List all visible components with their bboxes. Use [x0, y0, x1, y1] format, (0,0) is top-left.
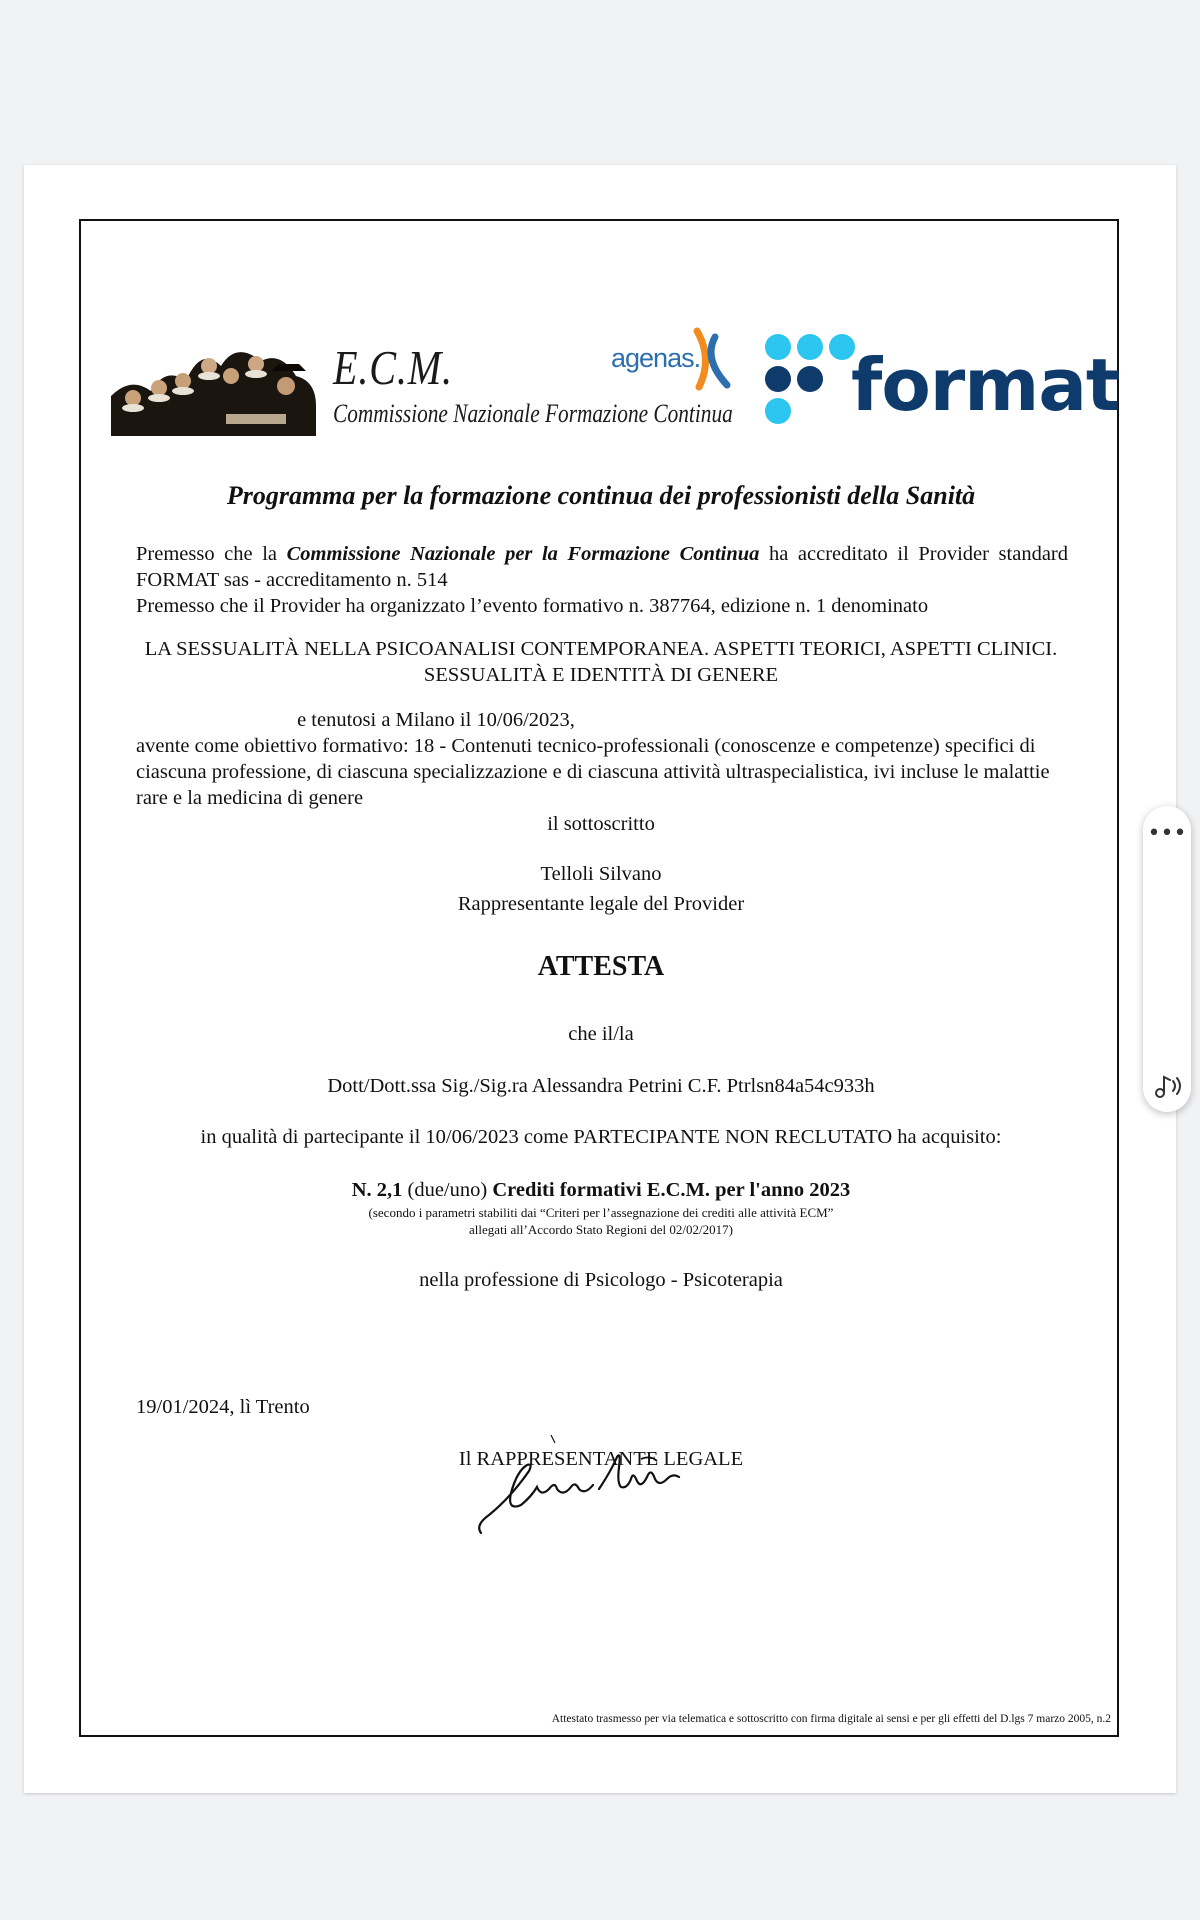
- attesta-heading: ATTESTA: [537, 951, 665, 982]
- read-aloud-icon[interactable]: [1152, 1072, 1184, 1100]
- signatory-name: Telloli Silvano: [540, 863, 662, 885]
- handwritten-signature: [471, 1431, 711, 1541]
- date-place: 19/01/2024, lì Trento: [136, 1396, 310, 1418]
- credits-note-1: (secondo i parametri stabiliti dai “Criteri per l’assegnazione dei crediti alle attività ECM”: [368, 1205, 834, 1220]
- signatory-role: Rappresentante legale del Provider: [457, 893, 745, 915]
- program-title: Programma per la formazione continua dei professionisti della Sanità: [226, 481, 976, 510]
- event-held: e tenutosi a Milano il 10/06/2023,: [297, 709, 575, 731]
- commission-name: Commissione Nazionale per la Formazione Continua: [286, 543, 760, 565]
- ecm-subtitle: Commissione Nazionale Formazione Continua: [333, 399, 733, 428]
- undersigned-label: il sottoscritto: [547, 813, 655, 835]
- credits-line: [81, 1177, 1121, 1203]
- credits-label: Crediti formativi E.C.M. per l'anno 2023: [492, 1179, 851, 1201]
- format-logo-text: format: [851, 343, 1120, 427]
- premise-paragraph: [136, 541, 1068, 593]
- certificate-frame: [79, 219, 1119, 1737]
- training-objective: avente come obiettivo formativo: 18 - Contenuti tecnico-professionali (conoscenze e competenze) specifici di ciascuna professione, di ciascuna specializzazione e di ciascuna attività ultraspecialistica, ivi incluse le malattie rare e la medicina di genere: [136, 735, 1050, 809]
- digital-signature-footer: Attestato trasmesso per via telematica e sottoscritto con firma digitale ai sensi e per gli effetti del D.lgs 7 marzo 2005, n.2: [551, 1713, 1111, 1725]
- more-options-icon[interactable]: •••: [1147, 821, 1187, 846]
- profession: nella professione di Psicologo - Psicoterapia: [419, 1269, 783, 1291]
- agenas-logo-mark-icon: [691, 327, 735, 391]
- premise-prefix: Premesso che la: [136, 543, 287, 565]
- participant-name: Dott/Dott.ssa Sig./Sig.ra Alessandra Petrini C.F. Ptrlsn84a54c933h: [327, 1075, 875, 1097]
- che-label: che il/la: [568, 1023, 634, 1045]
- floating-side-panel: [1143, 806, 1191, 1112]
- participation-quality: in qualità di partecipante il 10/06/2023 come PARTECIPANTE NON RECLUTATO ha acquisito:: [200, 1126, 1002, 1148]
- legal-representative-text: Il RAPPRESENTANTE LEGALE: [458, 1448, 744, 1470]
- agenas-logo-text: agenas.: [611, 343, 701, 373]
- credits-number: N. 2,1: [351, 1179, 403, 1201]
- document-page: [24, 165, 1176, 1793]
- anatomy-lesson-painting: [111, 336, 316, 436]
- credits-note-2: allegati all’Accordo Stato Regioni del 02/02/2017): [469, 1222, 733, 1237]
- credits-words: (due/uno): [402, 1179, 493, 1201]
- event-title: LA SESSUALITÀ NELLA PSICOANALISI CONTEMPORANEA. ASPETTI TEORICI, ASPETTI CLINICI. SESSUALITÀ E IDENTITÀ DI GENERE: [144, 638, 1058, 686]
- ecm-title: E.C.M.: [333, 340, 453, 395]
- premise-event: Premesso che il Provider ha organizzato l’evento formativo n. 387764, edizione n. 1 denominato: [136, 595, 929, 617]
- premise-suffix: ha accreditato il Provider standard FORMAT sas - accreditamento n. 514: [136, 543, 1068, 591]
